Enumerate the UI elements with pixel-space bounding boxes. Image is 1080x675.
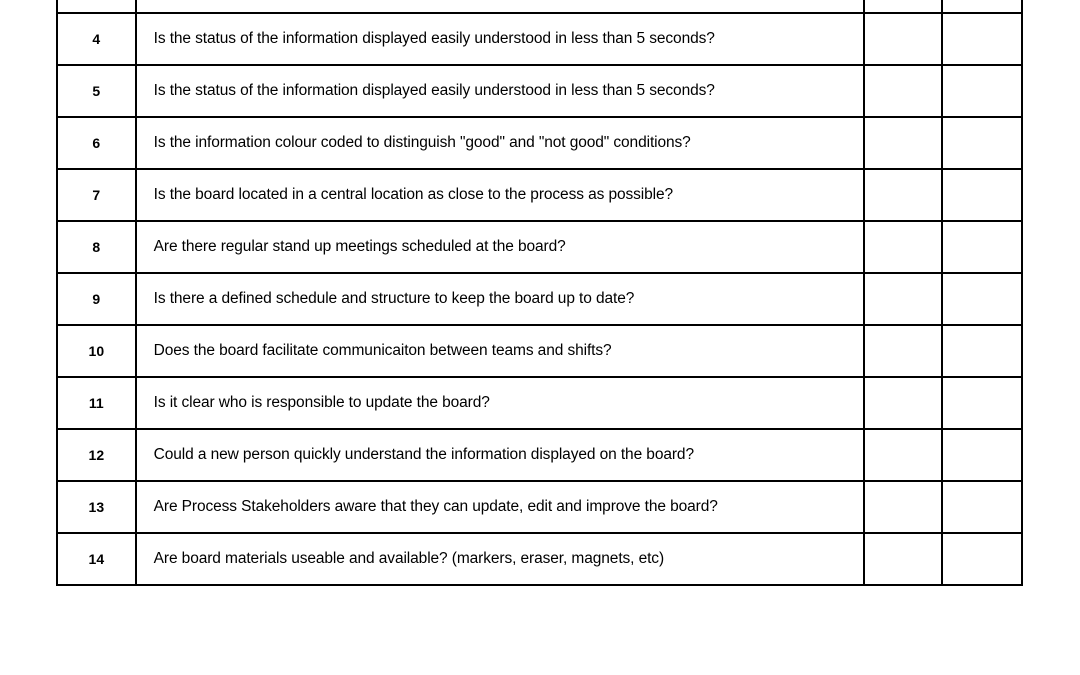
answer-cell-1[interactable] — [864, 169, 943, 221]
question-text: Are Process Stakeholders aware that they can update, edit and improve the board? — [136, 481, 864, 533]
table-row — [57, 65, 1022, 117]
question-text: Is the status of the information displayed easily understood in less than 5 seconds? — [136, 65, 864, 117]
answer-cell-2[interactable] — [942, 377, 1022, 429]
answer-cell-2[interactable] — [942, 221, 1022, 273]
answer-cell-2[interactable] — [942, 325, 1022, 377]
item-number: 4 — [57, 13, 136, 65]
item-number: 10 — [57, 325, 136, 377]
item-number: 13 — [57, 481, 136, 533]
answer-cell-2[interactable] — [942, 65, 1022, 117]
item-number: 9 — [57, 273, 136, 325]
item-number: 11 — [57, 377, 136, 429]
answer-cell-2[interactable] — [942, 169, 1022, 221]
checklist-body — [57, 0, 1022, 585]
answer-cell-2[interactable] — [942, 13, 1022, 65]
checklist-table — [56, 0, 1023, 586]
question-text: Does the board facilitate communicaiton between teams and shifts? — [136, 325, 864, 377]
question-text: Are board materials useable and available? (markers, eraser, magnets, etc) — [136, 533, 864, 585]
answer-cell-2[interactable] — [942, 481, 1022, 533]
answer-cell-1[interactable] — [864, 65, 943, 117]
answer-cell-1[interactable] — [864, 221, 943, 273]
question-text: Is it clear who is responsible to update the board? — [136, 377, 864, 429]
question-text: Is the information colour coded to distinguish "good" and "not good" conditions? — [136, 117, 864, 169]
item-number: 6 — [57, 117, 136, 169]
item-number — [57, 0, 136, 13]
table-row — [57, 273, 1022, 325]
item-number: 5 — [57, 65, 136, 117]
question-text: Are there regular stand up meetings scheduled at the board? — [136, 221, 864, 273]
table-row — [57, 13, 1022, 65]
item-number: 7 — [57, 169, 136, 221]
answer-cell-1[interactable] — [864, 429, 943, 481]
question-text: Is the status of the information displayed easily understood in less than 5 seconds? — [136, 13, 864, 65]
table-row — [57, 377, 1022, 429]
answer-cell-1[interactable] — [864, 117, 943, 169]
question-text — [136, 0, 864, 13]
table-row — [57, 481, 1022, 533]
answer-cell-2[interactable] — [942, 0, 1022, 13]
answer-cell-2[interactable] — [942, 273, 1022, 325]
table-row — [57, 0, 1022, 13]
question-text: Could a new person quickly understand the information displayed on the board? — [136, 429, 864, 481]
answer-cell-2[interactable] — [942, 429, 1022, 481]
table-row — [57, 533, 1022, 585]
answer-cell-1[interactable] — [864, 533, 943, 585]
answer-cell-2[interactable] — [942, 533, 1022, 585]
table-row — [57, 117, 1022, 169]
answer-cell-1[interactable] — [864, 0, 943, 13]
table-row — [57, 325, 1022, 377]
answer-cell-1[interactable] — [864, 325, 943, 377]
answer-cell-1[interactable] — [864, 377, 943, 429]
table-row — [57, 169, 1022, 221]
answer-cell-1[interactable] — [864, 13, 943, 65]
item-number: 14 — [57, 533, 136, 585]
question-text: Is there a defined schedule and structure to keep the board up to date? — [136, 273, 864, 325]
answer-cell-1[interactable] — [864, 273, 943, 325]
answer-cell-1[interactable] — [864, 481, 943, 533]
item-number: 8 — [57, 221, 136, 273]
item-number: 12 — [57, 429, 136, 481]
question-text: Is the board located in a central location as close to the process as possible? — [136, 169, 864, 221]
answer-cell-2[interactable] — [942, 117, 1022, 169]
table-row — [57, 221, 1022, 273]
table-row — [57, 429, 1022, 481]
